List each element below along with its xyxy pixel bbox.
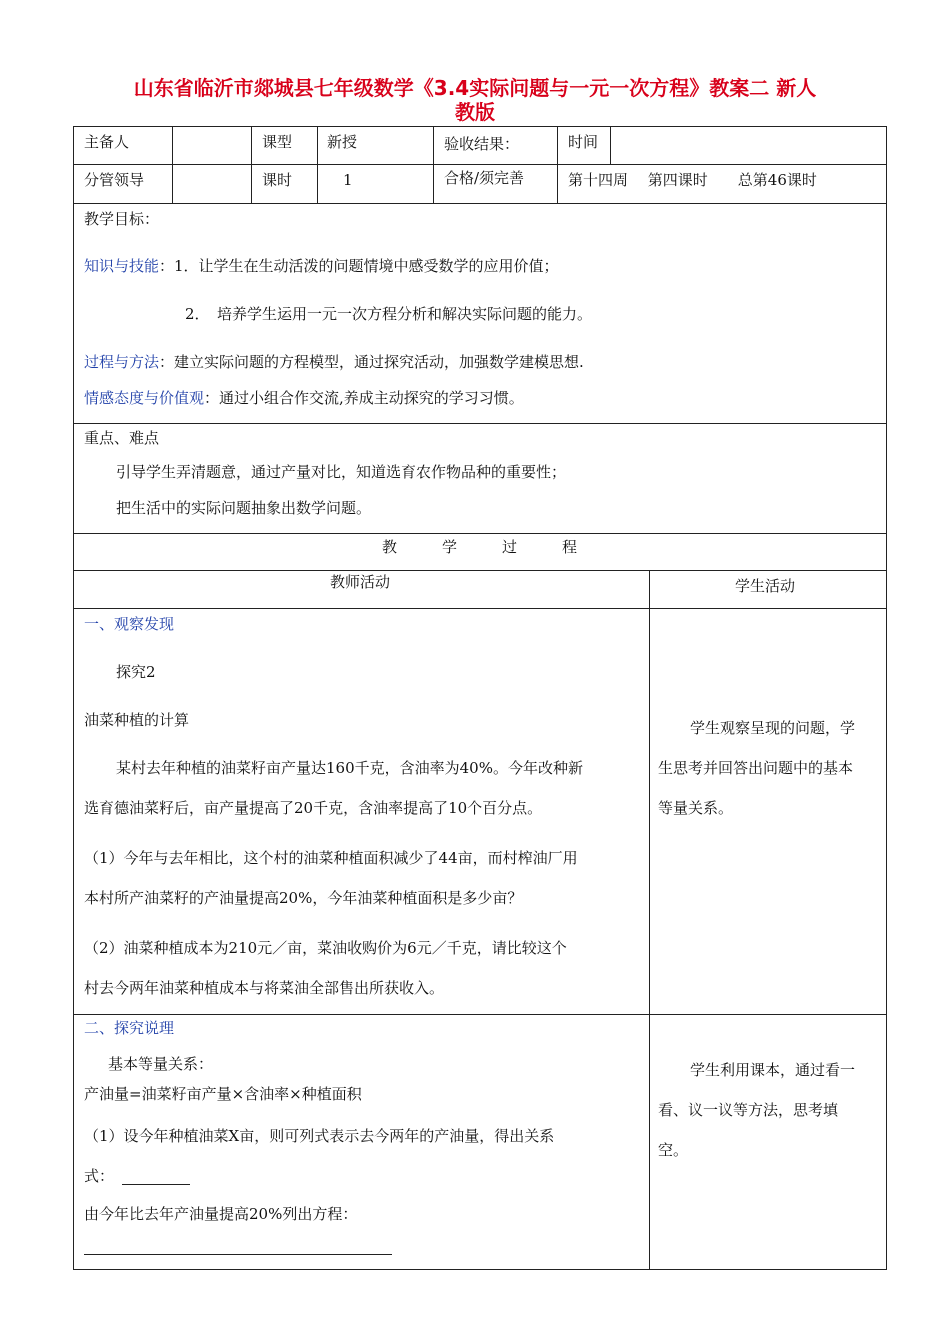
leader-label: 分管领导	[84, 171, 145, 189]
header-col-line	[433, 126, 434, 203]
title-line-1: 山东省临沂市郯城县七年级数学《3.4实际问题与一元一次方程》教案二 新人	[133, 76, 817, 100]
knowledge-line-1	[84, 256, 559, 276]
period-value: 1	[343, 171, 353, 189]
process-text: ：建立实际问题的方程模型，通过探究活动，加强数学建模思想.	[159, 353, 584, 371]
keypoints-line-1: 引导学生弄清题意，通过产量对比，知道选育农作物品种的重要性；	[116, 463, 567, 481]
emotion-text: ：通过小组合作交流,养成主动探究的学习习惯。	[204, 389, 524, 407]
section2-basic: 基本等量关系：	[108, 1055, 214, 1073]
header-col-line	[557, 126, 558, 203]
section2-s1-c: 由今年比去年产油量提高20%列出方程：	[84, 1205, 358, 1223]
process-heading: 教 学 过 程	[381, 538, 577, 556]
section1-heading: 一、观察发现	[84, 615, 175, 633]
emotion-line	[84, 388, 524, 408]
emotion-label: 情感态度与价值观	[84, 389, 205, 407]
goals-heading: 教学目标：	[84, 210, 160, 228]
header-bottom-line	[73, 203, 886, 204]
header-col-line	[172, 126, 173, 203]
knowledge-label: 知识与技能	[84, 257, 160, 275]
student-activity-header: 学生活动	[735, 577, 796, 595]
keypoints-heading: 重点、难点	[84, 429, 160, 447]
check-value: 合格/须完善	[444, 169, 525, 187]
document-title	[60, 76, 890, 124]
teacher-activity-header: 教师活动	[330, 573, 391, 591]
section1-bottom-line	[73, 1014, 886, 1015]
process-line	[84, 352, 584, 372]
header-col-line	[317, 126, 318, 203]
knowledge-text-1: ：1．让学生在生动活泼的问题情境中感受数学的应用价值；	[159, 257, 559, 275]
section1-q1-b: 本村所产油菜籽的产油量提高20%，今年油菜种植面积是多少亩？	[84, 889, 523, 907]
schedule-text: 第十四周 第四课时 总第46课时	[568, 171, 817, 189]
preparer-label: 主备人	[84, 133, 130, 151]
section1-q1-a: （1）今年与去年相比，这个村的油菜种植面积减少了44亩，而村榨油厂用	[84, 849, 578, 867]
section1-topic: 油菜种植的计算	[84, 711, 190, 729]
section2-s1-a: （1）设今年种植油菜X亩，则可列式表示去今两年的产油量，得出关系	[84, 1127, 555, 1145]
type-label: 课型	[262, 133, 293, 151]
section2-s1-b: 式：	[84, 1167, 115, 1185]
keypoints-line-2: 把生活中的实际问题抽象出数学问题。	[116, 499, 372, 517]
answer-blank-2[interactable]	[84, 1254, 392, 1255]
header-col-line	[251, 126, 252, 203]
header-col-line	[610, 126, 611, 164]
section1-q2-a: （2）油菜种植成本为210元／亩，菜油收购价为6元／千克，请比较这个	[84, 939, 567, 957]
type-value: 新授	[327, 133, 358, 151]
process-label: 过程与方法	[84, 353, 160, 371]
section1-student-a: 学生观察呈现的问题，学	[690, 719, 856, 737]
section1-student-b: 生思考并回答出问题中的基本	[658, 759, 854, 777]
goals-bottom-line	[73, 423, 886, 424]
activity-column-divider	[649, 570, 650, 1270]
section1-student-c: 等量关系。	[658, 799, 734, 817]
title-line-2: 教版	[455, 100, 495, 124]
header-row-divider	[73, 164, 886, 165]
time-label: 时间	[568, 133, 599, 151]
section1-para1-b: 选育德油菜籽后，亩产量提高了20千克，含油率提高了10个百分点。	[84, 799, 543, 817]
knowledge-line-2: 2． 培养学生运用一元一次方程分析和解决实际问题的能力。	[185, 305, 593, 323]
section2-student-b: 看、议一议等方法，思考填	[658, 1101, 839, 1119]
section1-para1-a: 某村去年种植的油菜籽亩产量达160千克，含油率为40%。今年改种新	[116, 759, 583, 777]
process-heading-line	[73, 570, 886, 571]
check-label: 验收结果：	[444, 135, 520, 153]
section1-q2-b: 村去今两年油菜种植成本与将菜油全部售出所获收入。	[84, 979, 445, 997]
section1-sub: 探究2	[116, 663, 156, 681]
section2-formula: 产油量=油菜籽亩产量×含油率×种植面积	[84, 1085, 362, 1103]
section2-student-a: 学生利用课本，通过看一	[690, 1061, 856, 1079]
section2-heading: 二、探究说理	[84, 1019, 175, 1037]
answer-blank-1[interactable]	[122, 1184, 190, 1185]
period-label: 课时	[262, 171, 293, 189]
section2-student-c: 空。	[658, 1141, 689, 1159]
keypoints-bottom-line	[73, 533, 886, 534]
column-header-line	[73, 608, 886, 609]
